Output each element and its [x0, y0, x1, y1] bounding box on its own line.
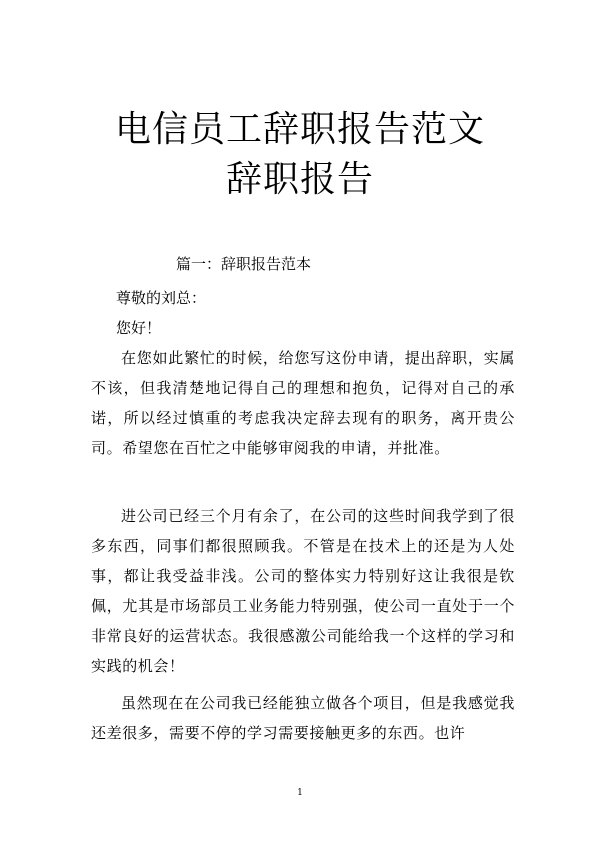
section-heading: 篇一：辞职报告范本 — [176, 255, 312, 273]
document-title: 电信员工辞职报告范文 — [114, 109, 485, 150]
document-subtitle: 辞职报告 — [225, 159, 374, 200]
page-number: 1 — [297, 788, 303, 798]
body-paragraph: 在您如此繁忙的时候，给您写这份申请，提出辞职，实属不该，但我清楚地记得自己的理想和抱负，记得对自己的承诺，所以经过慎重的考虑我决定辞去现有的职务，离开贵公司。希望您在百忙之中能够审阅我的申请，并批准。 — [91, 349, 515, 457]
body-paragraph: 进公司已经三个月有余了，在公司的这些时间我学到了很多东西，同事们都很照顾我。不管是在技术上的还是为人处事，都让我受益非浅。公司的整体实力特别好这让我很是钦佩，尤其是市场部员工业务能力特别强，使公司一直处于一个非常良好的运营状态。我很感激公司能给我一个这样的学习和实践的机会！ — [91, 507, 515, 675]
greeting: 您好！ — [116, 319, 162, 337]
body-paragraph: 虽然现在在公司我已经能独立做各个项目，但是我感觉我还差很多，需要不停的学习需要接触更多的东西。也许 — [91, 694, 515, 742]
salutation: 尊敬的刘总： — [116, 289, 207, 307]
